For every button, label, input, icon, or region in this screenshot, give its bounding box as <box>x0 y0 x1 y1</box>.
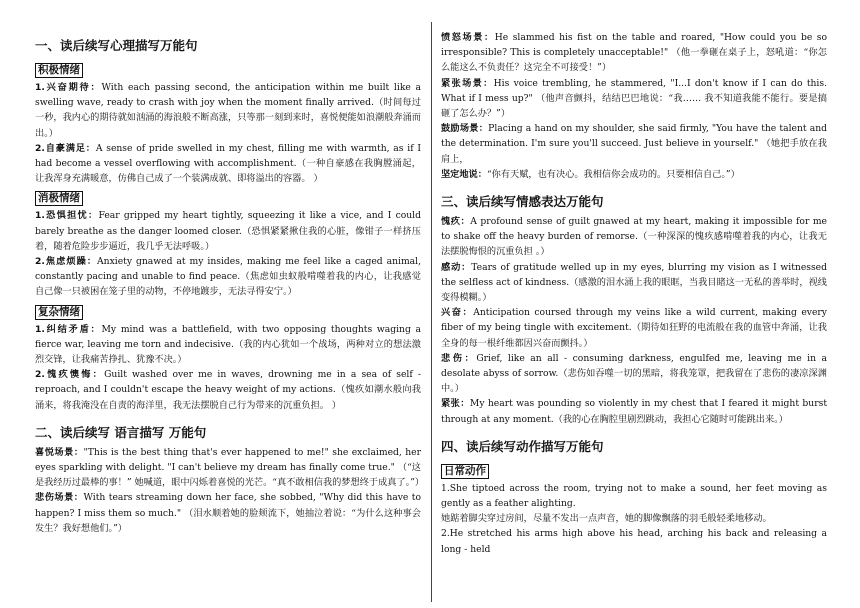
paragraph-text: My mind was a battlefield, with two opposing thoughts waging a fierce war, leaving me torn and indecisive.（我的内心犹如一个战场，两种对立的想法激烈交锋，让我痛苦挣扎、犹豫不决。） <box>35 323 422 366</box>
paragraph-label: 1.纠结矛盾： <box>35 323 102 335</box>
paragraph <box>441 351 827 397</box>
paragraph-text: His voice trembling, he stammered, "I...I don't know if I can do this. What if I mess up?" （他声音颤抖，结结巴巴地说：“我…… 我不知道我能不能行。要是搞砸了怎么办？”） <box>441 77 828 120</box>
paragraph-text: Guilt washed over me in waves, drowning me in a sea of self - reproach, and I couldn't escape the heavy weight of my actions.（愧疚如潮水般向我涌来，将我淹没在自责的海洋里，我无法摆脱自己行为带来的沉重负担。 ） <box>35 369 421 411</box>
paragraph-text: With tears streaming down her face, she sobbed, "Why did this have to happen? I miss them so much." （泪水顺着她的脸颊流下，她抽泣着说：“为什么这种事会发生？我好想他们。”） <box>35 492 422 534</box>
paragraph-text: Grief, like an all - consuming darkness, engulfed me, leaving me in a desolate abyss of sorrow.（悲伤如吞噬一切的黑暗，将我笼罩，把我留在了悲伤的凄凉深渊中。） <box>441 352 828 395</box>
paragraph-label: 1.兴奋期待： <box>35 82 102 93</box>
paragraph <box>441 260 827 306</box>
paragraph <box>441 305 827 351</box>
section-title: 四、读后续写动作描写万能句 <box>441 438 604 454</box>
paragraph-text: Placing a hand on my shoulder, she said firmly, "You have the talent and the determination. I'm sure you'll succeed. Just believe in yourself." （她把手放在我肩上， <box>441 123 828 165</box>
paragraph-label: 喜悦场景： <box>35 446 84 458</box>
paragraph <box>35 80 421 141</box>
paragraph <box>35 208 421 254</box>
paragraph-label: 2.自豪满足： <box>35 142 96 154</box>
paragraph-text: My heart was pounding so violently in my chest that I feared it might burst through at any moment.（我的心在胸腔里剧烈跳动，我担心它随时可能跳出来。） <box>441 398 828 425</box>
paragraph <box>441 121 827 182</box>
right-column <box>441 30 827 557</box>
paragraph-text: Tears of gratitude welled up in my eyes, blurring my vision as I witnessed the selfless act of kindness.（感激的泪水涌上我的眼眶，当我目睹这一无私的善举时，视线变得模糊。） <box>441 261 828 304</box>
paragraph-label: 悲伤： <box>441 352 477 364</box>
paragraph-label: 兴奋： <box>441 307 474 319</box>
paragraph-label: 紧张场景： <box>441 77 494 89</box>
paragraph-label: 2.愧疚懊悔： <box>35 369 105 381</box>
paragraph-label: 愧疚： <box>441 216 471 228</box>
paragraph <box>35 254 421 300</box>
complex-emotion-tag: 复杂情绪 <box>35 305 83 320</box>
negative-emotion-tag: 消极情绪 <box>35 191 83 206</box>
paragraph <box>441 396 827 426</box>
paragraph-text: With each passing second, the anticipation within me built like a swelling wave, ready to crash with joy when the moment finally arrived.（时间每过一秒，我内心的期待就如汹涌的海浪般不断高涨，只等那一刻到来时，喜悦便能如浪潮般奔涌而出。） <box>35 82 421 139</box>
paragraph-text: A sense of pride swelled in my chest, filling me with warmth, as if I had become a vessel overflowing with accomplishment.（一种自豪感在我胸膛涌起，让我浑身充满暖意，仿佛自己成了一个装满成就、即将溢出的容器。 ） <box>35 142 421 185</box>
paragraph-label: 坚定地说： <box>441 168 487 180</box>
left-column <box>35 30 425 536</box>
paragraph-text: Fear gripped my heart tightly, squeezing it like a vice, and I could barely breathe as the danger loomed closer.（恐惧紧紧揪住我的心脏，像钳子一样挤压着，随着危险步步逼近，我几乎无法呼吸。） <box>35 210 421 252</box>
paragraph-label: 2.焦虑烦躁： <box>35 256 98 268</box>
paragraph-label: 感动： <box>441 261 472 273</box>
section-title: 二、读后续写 语言描写 万能句 <box>35 424 207 440</box>
paragraph: 她踮着脚尖穿过房间，尽量不发出一点声音，她的脚像飘落的羽毛般轻柔地移动。 <box>441 513 772 525</box>
paragraph-text: He slammed his fist on the table and roared, "How could you be so irresponsible? This is completely unacceptable!" （他一拳砸在桌子上，怒吼道：“你怎么能这么不负责任？这完全不可接受！”） <box>441 32 828 74</box>
paragraph-label: 紧张： <box>441 398 470 410</box>
column-divider <box>431 22 432 602</box>
paragraph <box>35 490 421 536</box>
paragraph-label: 悲伤场景： <box>35 492 84 504</box>
paragraph <box>35 367 421 413</box>
section-title: 三、读后续写情感表达万能句 <box>441 194 604 210</box>
paragraph: 1.She tiptoed across the room, trying not to make a sound, her feet moving as gently as a feather alighting. <box>441 482 827 510</box>
section-title: 一、读后续写心理描写万能句 <box>35 38 198 53</box>
paragraph-label: 鼓励场景： <box>441 123 489 135</box>
paragraph <box>441 76 827 122</box>
paragraph <box>441 30 827 76</box>
paragraph <box>35 322 421 368</box>
paragraph-label: 愤怒场景： <box>441 32 495 43</box>
positive-emotion-tag: 积极情绪 <box>35 63 83 78</box>
paragraph <box>35 141 421 187</box>
paragraph-text: “你有天赋，也有决心。我相信你会成功的。只要相信自己。”） <box>486 168 740 180</box>
paragraph <box>35 445 425 491</box>
paragraph: 2.He stretched his arms high above his head, arching his back and releasing a long - held <box>441 528 827 555</box>
paragraph-text: A profound sense of guilt gnawed at my heart, making it impossible for me to shake off the heavy burden of remorse.（一种深深的愧疚感啃噬着我的内心，让我无法摆脱悔恨的沉重负担 。） <box>441 216 827 258</box>
paragraph-text: "This is the best thing that's ever happened to me!" she exclaimed, her eyes sparkling with delight. "I can't believe my dream has finally come true." （“这是我经历过最棒的事！” 她喊道，眼中闪烁着喜悦的光芒。“真不敢相信我的梦想终于成真了。”） <box>35 446 425 489</box>
daily-action-tag: 日常动作 <box>441 464 489 479</box>
paragraph-label: 1.恐惧担忧： <box>35 210 99 222</box>
paragraph-text: Anxiety gnawed at my insides, making me feel like a caged animal, constantly pacing and unable to find peace.（焦虑如虫蚁般啃噬着我的内心，让我感觉自己像一只被困在笼子里的动物，不停地踱步，无法寻得安宁。） <box>35 256 421 298</box>
paragraph <box>441 214 827 260</box>
paragraph-text: Anticipation coursed through my veins like a wild current, making every fiber of my being tingle with excitement.（期待如狂野的电流般在我的血管中奔涌，让我全身的每一根纤维都因兴奋而颤抖。） <box>441 307 827 349</box>
